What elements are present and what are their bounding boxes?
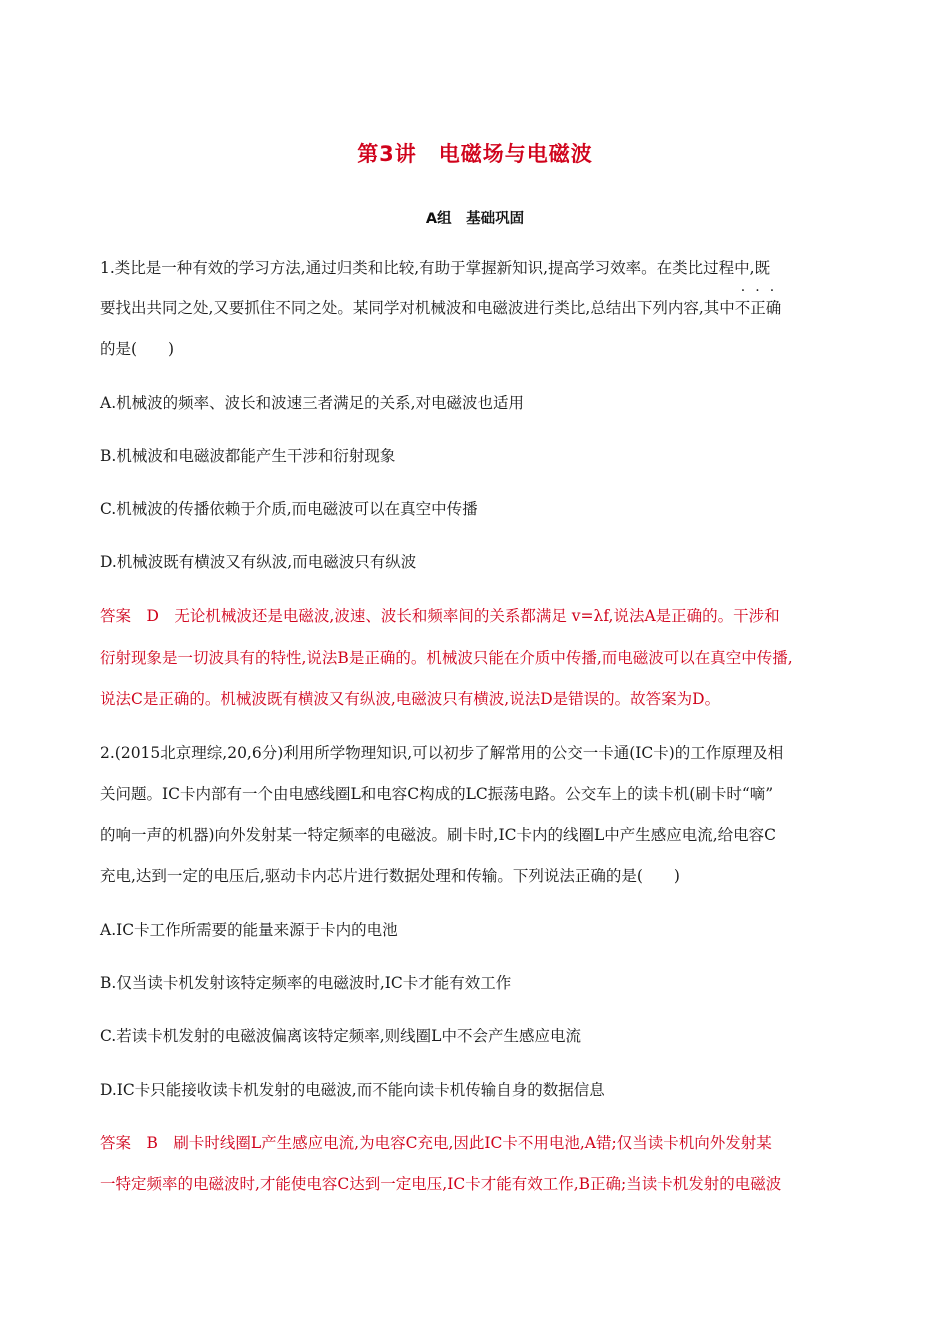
section-heading: A组 基础巩固 — [425, 211, 525, 227]
q2-answer-line-1: 答案 B 刷卡时线圈L产生感应电流,为电容C充电,因此IC卡不用电池,A错;仅当读卡机向外发射某 — [100, 1134, 772, 1152]
emphasis-dots: ··· — [740, 283, 785, 299]
q1-answer-line-1: 答案 D 无论机械波还是电磁波,波速、波长和频率间的关系都满足 v=λf,说法A是正确的。干涉和 — [100, 607, 780, 625]
q2-option-d: D.IC卡只能接收读卡机发射的电磁波,而不能向读卡机传输自身的数据信息 — [100, 1081, 605, 1099]
q1-stem-line-1: 1.类比是一种有效的学习方法,通过归类和比较,有助于掌握新知识,提高学习效率。在类比过程中,既 — [100, 259, 770, 277]
q1-answer-line-2: 衍射现象是一切波具有的特性,说法B是正确的。机械波只能在介质中传播,而电磁波可以在真空中传播, — [100, 649, 793, 667]
q1-emphasized-text — [734, 283, 785, 318]
q1-option-b: B.机械波和电磁波都能产生干涉和衍射现象 — [100, 447, 396, 465]
q1-option-d: D.机械波既有横波又有纵波,而电磁波只有纵波 — [100, 553, 417, 571]
q2-option-a: A.IC卡工作所需要的能量来源于卡内的电池 — [100, 921, 398, 939]
q2-option-b: B.仅当读卡机发射该特定频率的电磁波时,IC卡才能有效工作 — [100, 974, 512, 992]
q2-option-c: C.若读卡机发射的电磁波偏离该特定频率,则线圈L中不会产生感应电流 — [100, 1027, 581, 1045]
q1-stem-line-3: 的是( ) — [100, 340, 175, 358]
q1-emphasis-word: 不正确 — [734, 299, 782, 317]
q2-stem-line-1: 2.(2015北京理综,20,6分)利用所学物理知识,可以初步了解常用的公交一卡通(IC卡)的工作原理及相 — [100, 744, 784, 762]
q1-option-a: A.机械波的频率、波长和波速三者满足的关系,对电磁波也适用 — [100, 394, 525, 412]
q2-answer-line-2: 一特定频率的电磁波时,才能使电容C达到一定电压,IC卡才能有效工作,B正确;当读卡机发射的电磁波 — [100, 1175, 782, 1193]
q2-stem-line-4: 充电,达到一定的电压后,驱动卡内芯片进行数据处理和传输。下列说法正确的是( ) — [100, 867, 680, 885]
q2-stem-line-3: 的响一声的机器)向外发射某一特定频率的电磁波。刷卡时,IC卡内的线圈L中产生感应电流,给电容C — [100, 826, 777, 844]
q2-stem-line-2: 关问题。IC卡内部有一个由电感线圈L和电容C构成的LC振荡电路。公交车上的读卡机(刷卡时“嘀” — [100, 785, 774, 803]
q1-stem-line-2 — [100, 283, 785, 318]
page-title: 第3讲 电磁场与电磁波 — [357, 142, 593, 166]
q1-stem-text: 要找出共同之处,又要抓住不同之处。某同学对机械波和电磁波进行类比,总结出下列内容,其中 — [100, 299, 735, 317]
q1-option-c: C.机械波的传播依赖于介质,而电磁波可以在真空中传播 — [100, 500, 478, 518]
q1-answer-line-3: 说法C是正确的。机械波既有横波又有纵波,电磁波只有横波,说法D是错误的。故答案为D。 — [100, 690, 721, 708]
